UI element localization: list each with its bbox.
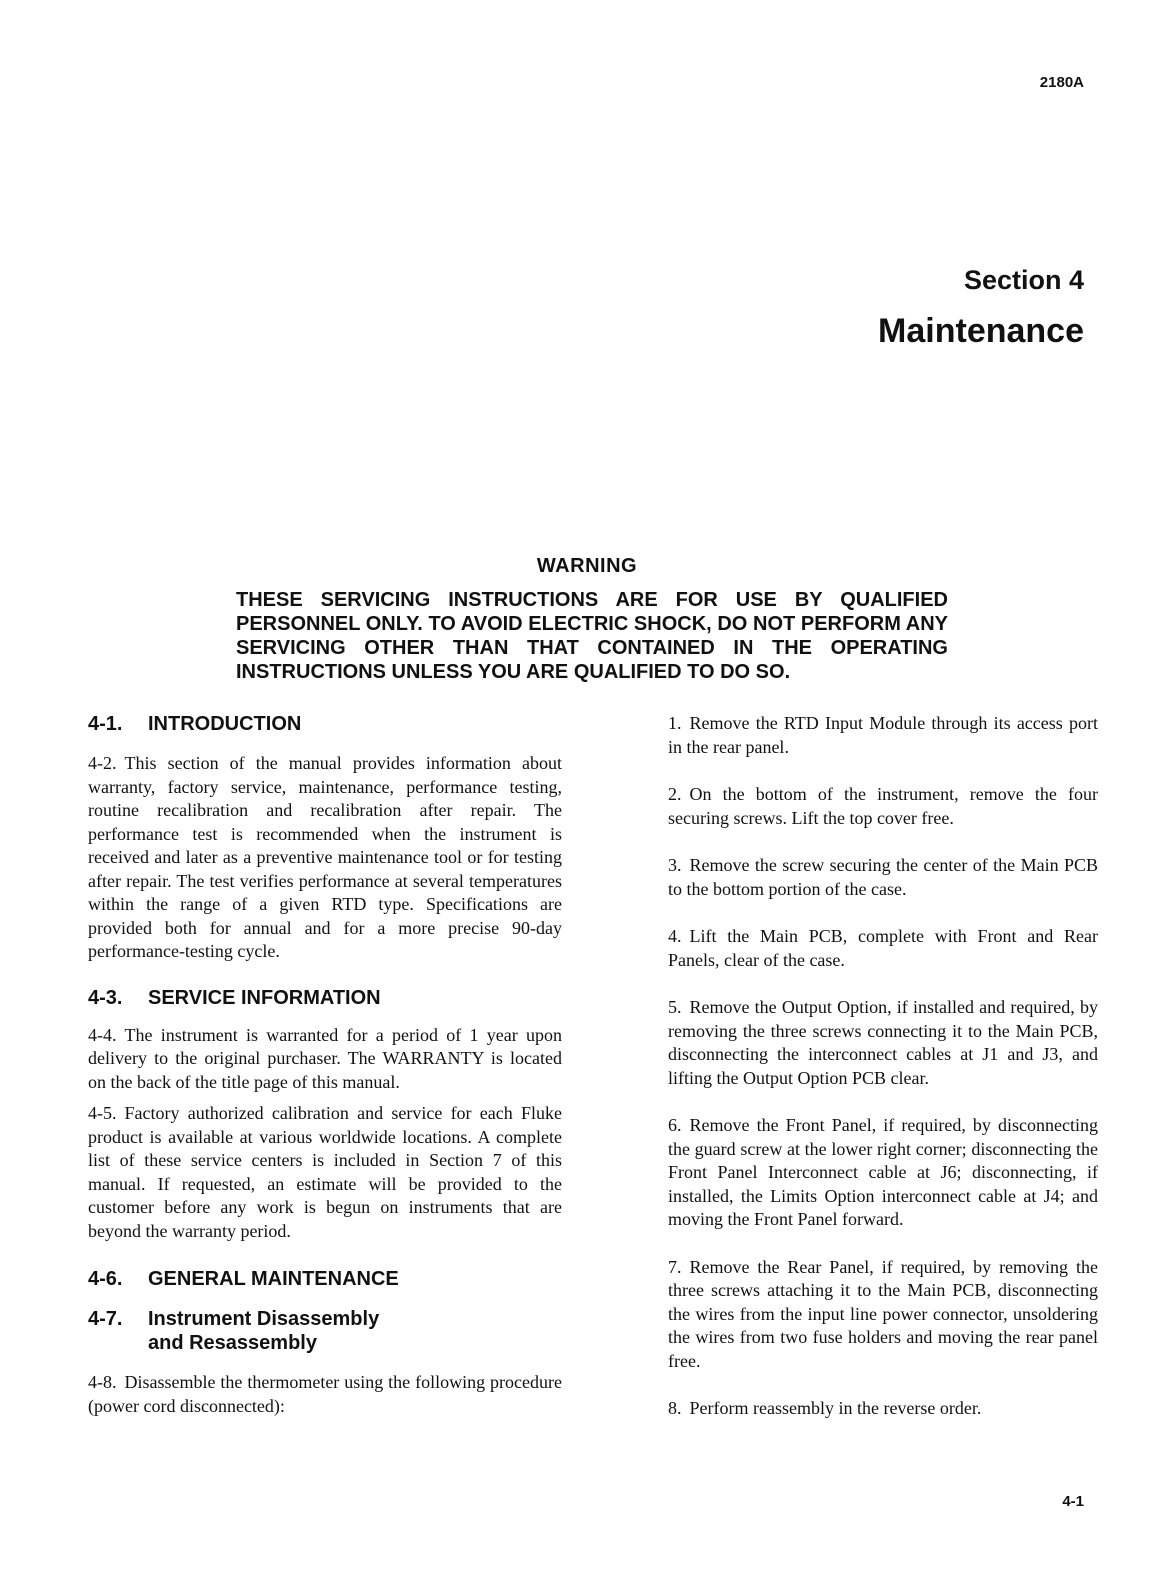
paragraph-text: This section of the manual provides information about warranty, factory service, maintenance, performance testing, routine recalibration and recalibration after repair. The performance test is recommended when the instrument is received and later as a preventive maintenance tool or for testing after repair. The test verifies performance at several temperatures within the range of a given RTD type. Specifications are provided both for annual and for a more precise 90-day performance-testing cycle. (88, 753, 562, 961)
heading-number: 4-6. (88, 1268, 123, 1290)
paragraph-number: 4-5. (88, 1103, 117, 1123)
warning-title: WARNING (536, 555, 638, 577)
procedure-step-6 (668, 1114, 1098, 1232)
step-text: Remove the Front Panel, if required, by disconnecting the guard screw at the lower right corner; disconnecting the Front Panel Interconnect cable at J6; disconnecting, if installed, the Limits Option interconnect cable at J4; and moving the Front Panel forward. (668, 1115, 1098, 1229)
paragraph-text: Disassemble the thermometer using the following procedure (power cord disconnected): (88, 1372, 562, 1416)
heading-text: Instrument Disassembly and Resassembly (148, 1308, 380, 1354)
heading-number: 4-1. (88, 713, 123, 735)
procedure-step-2 (668, 783, 1098, 830)
step-text: Perform reassembly in the reverse order. (689, 1398, 982, 1418)
step-number: 7. (668, 1256, 682, 1277)
paragraph-4-4 (88, 1024, 562, 1095)
step-text: Remove the RTD Input Module through its access port in the rear panel. (668, 713, 1098, 757)
procedure-step-5 (668, 996, 1098, 1090)
paragraph-4-8 (88, 1371, 562, 1418)
heading-text: GENERAL MAINTENANCE (148, 1268, 399, 1290)
paragraph-4-2 (88, 752, 562, 964)
paragraph-text: Factory authorized calibration and service for each Fluke product is available at various worldwide locations. A complete list of these service centers is included in Section 7 of this manual. If requested, an estimate will be provided to the customer before any work is begun on instruments that are beyond the warranty period. (88, 1103, 562, 1241)
step-text: Remove the Output Option, if installed and required, by removing the three screws connecting it to the Main PCB, disconnecting the interconnect cables at J1 and J3, and lifting the Output Option PCB clear. (668, 997, 1098, 1088)
paragraph-4-5 (88, 1102, 562, 1243)
paragraph-number: 4-4. (88, 1024, 117, 1045)
step-number: 1. (668, 713, 682, 733)
procedure-step-4 (668, 925, 1098, 972)
paragraph-text: The instrument is warranted for a period of 1 year upon delivery to the original purchaser. The WARRANTY is located on the back of the title page of this manual. (88, 1024, 562, 1092)
right-column (668, 712, 1098, 1421)
paragraph-number: 4-2. (88, 753, 117, 773)
heading-introduction (88, 712, 562, 736)
section-title: Maintenance (878, 312, 1084, 350)
heading-general-maintenance (88, 1267, 562, 1291)
heading-text: SERVICE INFORMATION (148, 986, 381, 1009)
step-text: On the bottom of the instrument, remove the four securing screws. Lift the top cover free. (668, 784, 1098, 828)
procedure-step-3 (668, 854, 1098, 901)
heading-text: INTRODUCTION (148, 713, 302, 735)
heading-number: 4-7. (88, 1308, 123, 1330)
step-number: 8. (668, 1398, 682, 1418)
document-model-number: 2180A (1039, 74, 1084, 91)
procedure-step-7 (668, 1256, 1098, 1374)
step-number: 4. (668, 926, 682, 946)
page-number: 4-1 (1062, 1493, 1084, 1510)
step-number: 5. (668, 997, 682, 1017)
step-text: Remove the screw securing the center of the Main PCB to the bottom portion of the case. (668, 855, 1098, 899)
procedure-step-8 (668, 1397, 1098, 1421)
left-column (88, 712, 562, 1418)
step-text: Remove the Rear Panel, if required, by removing the three screws attaching it to the Main PCB, disconnecting the wires from the input line power connector, unsoldering the wires from two fuse holders and moving the rear panel free. (668, 1256, 1098, 1371)
warning-text: THESE SERVICING INSTRUCTIONS ARE FOR USE BY QUALIFIED PERSONNEL ONLY. TO AVOID ELECTRIC SHOCK, DO NOT PERFORM ANY SERVICING OTHER THAN THAT CONTAINED IN THE OPERATING INSTRUCTIONS UNLESS YOU ARE QUALIFIED TO DO SO. (236, 589, 948, 683)
heading-instrument-disassembly (88, 1307, 562, 1355)
step-number: 6. (668, 1115, 682, 1135)
step-number: 2. (668, 784, 682, 804)
step-text: Lift the Main PCB, complete with Front and Rear Panels, clear of the case. (668, 926, 1098, 970)
section-number: Section 4 (963, 265, 1084, 295)
heading-service-information (88, 986, 562, 1010)
heading-number: 4-3. (88, 986, 123, 1009)
paragraph-number: 4-8. (88, 1372, 117, 1392)
step-number: 3. (668, 855, 682, 875)
procedure-step-1 (668, 712, 1098, 759)
